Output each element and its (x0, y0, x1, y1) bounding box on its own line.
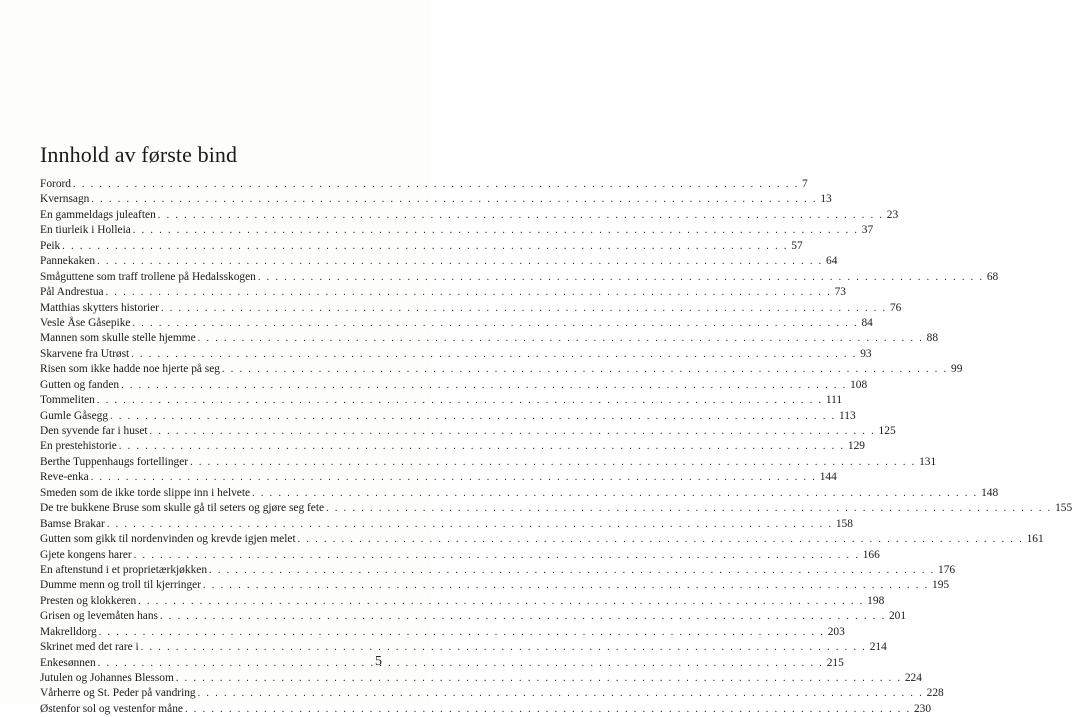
toc-entry-title: Småguttene som traff trollene på Hedalsskogen (40, 270, 256, 283)
toc-entry (40, 455, 937, 470)
toc-entry-page: 148 (981, 486, 999, 499)
toc-entry-page: 37 (861, 224, 874, 237)
toc-entry (40, 470, 837, 485)
toc-entry-page: 73 (834, 286, 846, 299)
toc-entry (40, 270, 999, 285)
toc-entry (40, 501, 1072, 516)
toc-entry (40, 208, 899, 223)
toc-entry (40, 301, 902, 316)
toc-entry (40, 239, 803, 254)
toc-leader-dots (131, 347, 857, 362)
toc-leader-dots (99, 625, 825, 640)
toc-entry-title: En prestehistorie (40, 440, 117, 453)
toc-entry-page: 224 (904, 672, 922, 684)
toc-entry-title: Pannekaken (40, 255, 96, 268)
toc-entry (40, 378, 868, 393)
toc-entry-title: Gumle Gåsegg (40, 409, 109, 422)
toc-entry (40, 177, 808, 192)
toc-entry-title: Vesle Åse Gåsepike (40, 316, 131, 329)
toc-leader-dots (176, 671, 902, 686)
toc-entry (40, 424, 896, 439)
toc-entry-title: Mannen som skulle stelle hjemme (40, 332, 196, 345)
toc-entry (40, 532, 1044, 547)
toc-entry-page: 99 (951, 363, 963, 376)
toc-leader-dots (110, 409, 836, 424)
toc-entry-page: 129 (847, 440, 865, 453)
toc-entry-title: Gutten og fanden (40, 378, 120, 391)
page-number: 5 (375, 654, 382, 669)
toc-entry-page: 155 (1055, 502, 1072, 515)
toc-entry-page: 113 (839, 409, 856, 422)
toc-entry-title: Tommeliten (40, 394, 95, 407)
toc-entry (40, 316, 873, 331)
toc-entry-title: Dumme menn og troll til kjerringer (40, 579, 202, 592)
toc-entry-page: 57 (791, 239, 803, 252)
toc-entry-title: Reve-enka (40, 471, 89, 484)
toc-entry (40, 686, 944, 701)
toc-leader-dots (258, 270, 984, 285)
toc-entry-title: En gammeldags juleaften (40, 208, 156, 221)
toc-entry (40, 625, 845, 640)
toc-entry-title: De tre bukkene Bruse som skulle gå til seters og gjøre seg fete (40, 502, 325, 515)
toc-entry (40, 223, 874, 238)
toc-entry-page: 7 (802, 178, 808, 190)
toc-entry-page: 201 (888, 610, 907, 623)
toc-entry-page: 88 (926, 332, 939, 345)
toc-entry-page: 111 (825, 394, 843, 407)
toc-leader-dots (133, 223, 859, 238)
toc-entry (40, 347, 872, 362)
toc-entry-title: Makrelldorg (40, 625, 97, 638)
toc-leader-dots (106, 285, 832, 300)
toc-entry-page: 198 (867, 594, 885, 607)
toc-entry-title: Gjete kongens harer (40, 548, 132, 561)
toc-leader-dots (132, 316, 858, 331)
toc-entry-title: Den syvende far i huset (40, 425, 148, 437)
toc-leader-dots (134, 548, 860, 563)
toc-entry (40, 656, 844, 671)
toc-entry-page: 230 (913, 702, 932, 715)
toc-entry-title: Østenfor sol og vestenfor måne (40, 702, 183, 715)
toc-entry-title: Grisen og levemåten hans (40, 610, 158, 623)
toc-entry (40, 671, 922, 686)
toc-leader-dots (97, 254, 823, 269)
toc-entry-page: 176 (938, 563, 956, 576)
toc-entry-page: 76 (889, 301, 902, 314)
toc-entry-title: Berthe Tuppenhaugs fortellinger (40, 455, 189, 468)
toc-leader-dots (222, 362, 948, 377)
toc-entry-page: 108 (850, 378, 868, 391)
page-title: Innhold av første bind (40, 142, 238, 167)
toc-entry-title: Kvernsagn (40, 193, 90, 206)
toc-entry-title: Bamse Brakar (40, 517, 105, 530)
toc-leader-dots (141, 640, 867, 655)
toc-entry-page: 158 (835, 517, 853, 530)
toc-entry-page: 64 (826, 255, 838, 268)
toc-entry-title: Jutulen og Johannes Blessom (40, 672, 174, 684)
toc-entry (40, 409, 856, 424)
toc-entry-title: Matthias skytters historier (40, 301, 159, 314)
toc-entry-page: 131 (919, 455, 937, 468)
toc-entry-page: 203 (827, 625, 845, 638)
toc-entry (40, 486, 999, 501)
toc-entry (40, 563, 956, 578)
toc-entry-page: 228 (926, 687, 944, 700)
toc-entry-title: Skrinet med det rare i (40, 641, 139, 654)
toc-entry-page: 166 (862, 548, 880, 561)
toc-leader-dots (119, 439, 845, 454)
toc-entry-page: 215 (826, 656, 844, 669)
toc-entry (40, 640, 887, 655)
toc-leader-dots (298, 532, 1024, 547)
toc-leader-dots (97, 393, 823, 408)
toc-entry (40, 594, 885, 609)
toc-leader-dots (198, 686, 924, 701)
toc-leader-dots (121, 378, 847, 393)
toc-entry (40, 254, 838, 269)
toc-leader-dots (203, 578, 929, 593)
toc-entry-title: Enkesønnen (40, 656, 96, 669)
toc-entry (40, 331, 939, 346)
toc-entry-title: Peik (40, 239, 61, 252)
toc-leader-dots (161, 301, 887, 316)
toc-leader-dots (185, 702, 911, 717)
toc-entry-page: 195 (932, 579, 950, 592)
toc-entry (40, 578, 950, 593)
toc-entry-title: En aftenstund i et proprietærkjøkken (40, 563, 208, 576)
toc-leader-dots (91, 470, 817, 485)
toc-entry-page: 125 (878, 425, 896, 437)
toc-leader-dots (158, 208, 884, 223)
toc-leader-dots (91, 192, 817, 207)
toc-entry-page: 13 (820, 193, 832, 206)
table-of-contents (40, 177, 1072, 717)
toc-leader-dots (107, 517, 833, 532)
toc-entry-title: Risen som ikke hadde noe hjerte på seg (40, 363, 220, 376)
toc-entry (40, 285, 846, 300)
toc-leader-dots (62, 239, 788, 254)
toc-leader-dots (326, 501, 1052, 516)
toc-leader-dots (198, 331, 924, 346)
toc-leader-dots (252, 486, 978, 501)
toc-entry-title: En tiurleik i Holleia (40, 224, 131, 237)
toc-entry (40, 362, 963, 377)
toc-entry-title: Presten og klokkeren (40, 594, 137, 607)
toc-entry-page: 68 (986, 270, 999, 283)
toc-leader-dots (73, 177, 799, 192)
toc-entry-title: Smeden som de ikke torde slippe inn i helvete (40, 486, 251, 499)
toc-leader-dots (209, 563, 935, 578)
toc-entry (40, 548, 880, 563)
toc-leader-dots (190, 455, 916, 470)
toc-entry (40, 192, 832, 207)
toc-entry-page: 214 (869, 641, 887, 654)
toc-leader-dots (98, 656, 824, 671)
toc-entry-title: Skarvene fra Utrøst (40, 347, 130, 360)
toc-entry-page: 84 (861, 316, 873, 329)
toc-entry-page: 161 (1026, 533, 1044, 546)
toc-entry (40, 609, 907, 624)
toc-entry-title: Gutten som gikk til nordenvinden og krevde igjen melet (40, 533, 296, 546)
toc-entry-page: 93 (860, 347, 872, 360)
toc-entry-page: 144 (819, 471, 837, 484)
toc-entry (40, 702, 932, 717)
toc-entry-title: Pål Andrestua (40, 286, 104, 299)
toc-leader-dots (150, 424, 876, 439)
toc-entry-title: Vårherre og St. Peder på vandring (40, 687, 196, 700)
toc-entry (40, 393, 843, 408)
toc-entry-page: 23 (886, 208, 899, 221)
toc-leader-dots (160, 609, 886, 624)
toc-leader-dots (138, 594, 864, 609)
toc-entry (40, 517, 853, 532)
toc-entry (40, 439, 865, 454)
toc-entry-title: Forord (40, 178, 72, 190)
